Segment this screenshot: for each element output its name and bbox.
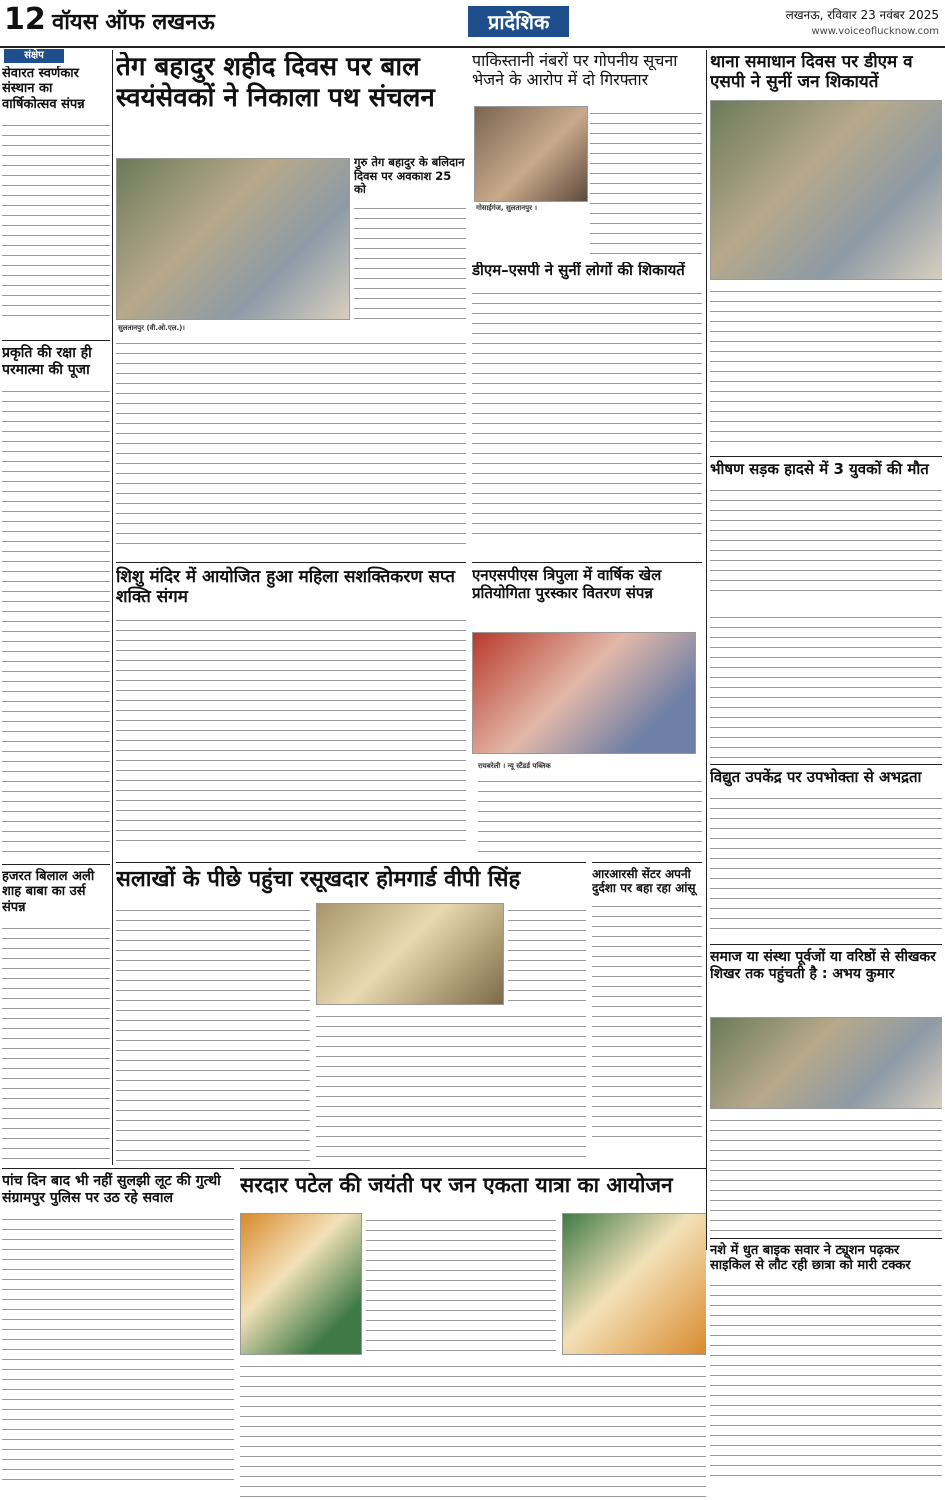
- column-rule: [706, 50, 707, 1250]
- article-body: [590, 106, 702, 256]
- article-rrc: [592, 862, 702, 1163]
- article-body: [478, 774, 702, 854]
- article-body: [710, 1278, 942, 1483]
- article-shishu-mandir: [116, 562, 466, 858]
- article-body: [116, 336, 466, 550]
- article-road-accident: [710, 456, 942, 607]
- article-headline: समाज या संस्था पूर्वजों या वरिष्ठों से सीखकर शिखर तक पहुंचती है : अभय कुमार: [710, 949, 936, 982]
- article-body: [710, 483, 942, 598]
- column-rule: [112, 50, 113, 1165]
- article-headline: नशे में धुत बाइक सवार ने ट्यूशन पढ़कर साइकिल से लौट रही छात्रा को मारी टक्कर: [710, 1243, 911, 1274]
- photo-accused: [474, 106, 588, 202]
- brief-body: [2, 384, 110, 854]
- issue-date: लखनऊ, रविवार 23 नवंबर 2025: [785, 8, 939, 22]
- article-body: [116, 903, 310, 1161]
- section-label: प्रादेशिक: [468, 6, 569, 37]
- photo-path-sanchalan: [116, 158, 350, 320]
- article-headline: गुरु तेग बहादुर के बलिदान दिवस पर अवकाश 25 को: [354, 156, 465, 197]
- article-thana-samadhan: [710, 52, 942, 452]
- photo-thana-samadhan: [710, 100, 942, 280]
- article-headline: तेग बहादुर शहीद दिवस पर बाल स्वयंसेवकों ने निकाला पथ संचलन: [116, 52, 435, 113]
- article-headline: आरआरसी सेंटर अपनी दुर्दशा पर बहा रहा आंसू: [592, 867, 696, 896]
- article-bike-accident: [710, 1238, 942, 1499]
- article-headline: सरदार पटेल की जयंती पर जन एकता यात्रा का आयोजन: [240, 1173, 673, 1197]
- article-samaj: [710, 944, 942, 1235]
- article-vidyut: [710, 764, 942, 940]
- article-body: [2, 1212, 234, 1482]
- article-body: [710, 1113, 942, 1233]
- photo-samaj-samaroh: [710, 1017, 942, 1109]
- article-body: [472, 286, 702, 536]
- brief-headline: सेवारत स्वर्णकार संस्थान का वार्षिकोत्सव संपन्न: [2, 66, 85, 112]
- article-headline: शिशु मंदिर में आयोजित हुआ महिला सशक्तिकरण सप्त शक्ति संगम: [116, 567, 455, 608]
- holiday-brief: [354, 156, 466, 326]
- photo-nsps-prize: [472, 632, 696, 754]
- article-headline: एनएसपीएस त्रिपुला में वार्षिक खेल प्रतियोगिता पुरस्कार वितरण संपन्न: [472, 566, 662, 602]
- photo-ekta-yatra-right: [562, 1213, 706, 1355]
- article-headline: पाकिस्तानी नंबरों पर गोपनीय सूचना भेजने के आरोप में दो गिरफ्तार: [472, 52, 678, 89]
- article-body: [316, 1009, 586, 1161]
- article-pakistani: [472, 52, 702, 257]
- brief-body: [2, 921, 110, 1165]
- article-body: [508, 903, 586, 1003]
- masthead: [0, 0, 945, 48]
- article-headline: सलाखों के पीछे पहुंचा रसूखदार होमगार्ड वीपी सिंह: [116, 867, 521, 892]
- article-loot: [2, 1168, 234, 1499]
- article-headline: विद्युत उपकेंद्र पर उपभोक्ता से अभद्रता: [710, 768, 922, 786]
- article-nsps-continued: [710, 610, 942, 760]
- article-sardar-patel: [240, 1168, 706, 1499]
- brief-headline: प्रकृति की रक्षा ही परमात्मा की पूजा: [2, 345, 92, 378]
- sidebar-tag: संक्षेप: [4, 49, 64, 63]
- article-body: [240, 1359, 706, 1497]
- article-body: [710, 610, 942, 758]
- dateline: सुलतानपुर (वी.ओ.एल.)।: [118, 324, 185, 332]
- brief-swarnkar: [2, 66, 110, 336]
- article-headline: भीषण सड़क हादसे में 3 युवकों की मौत: [710, 460, 929, 478]
- article-headline: डीएम–एसपी ने सुनीं लोगों की शिकायतें: [472, 262, 685, 279]
- photo-homeguard-arrest: [316, 903, 504, 1005]
- page-number: 12: [4, 2, 46, 37]
- article-body: [354, 201, 466, 326]
- article-homeguard: [116, 862, 586, 1163]
- brief-urs: [2, 864, 110, 1165]
- brief-prakriti: [2, 340, 110, 861]
- brief-body: [2, 118, 110, 318]
- article-body: [366, 1213, 556, 1353]
- photo-ekta-yatra-left: [240, 1213, 362, 1355]
- article-headline: थाना समाधान दिवस पर डीएम व एसपी ने सुनीं जन शिकायतें: [710, 52, 913, 93]
- brief-headline: हजरत बिलाल अली शाह बाबा का उर्स संपन्न: [2, 869, 95, 915]
- dateline: गोसाईगंज, सुलतानपुर ।: [476, 204, 538, 212]
- article-headline: पांच दिन बाद भी नहीं सुलझी लूट की गुत्थी संग्रामपुर पुलिस पर उठ रहे सवाल: [2, 1173, 221, 1206]
- article-dm-sp: [472, 262, 702, 557]
- article-body: [710, 791, 942, 931]
- website: www.voiceoflucknow.com: [811, 26, 939, 37]
- article-teg-bahadur: [116, 52, 466, 557]
- article-body: [592, 899, 702, 1139]
- article-body: [116, 613, 466, 849]
- article-body: [710, 284, 942, 450]
- dateline: रायबरेली । न्यू स्टैंडर्ड पब्लिक: [478, 762, 551, 770]
- paper-name: वॉयस ऑफ लखनऊ: [52, 10, 215, 35]
